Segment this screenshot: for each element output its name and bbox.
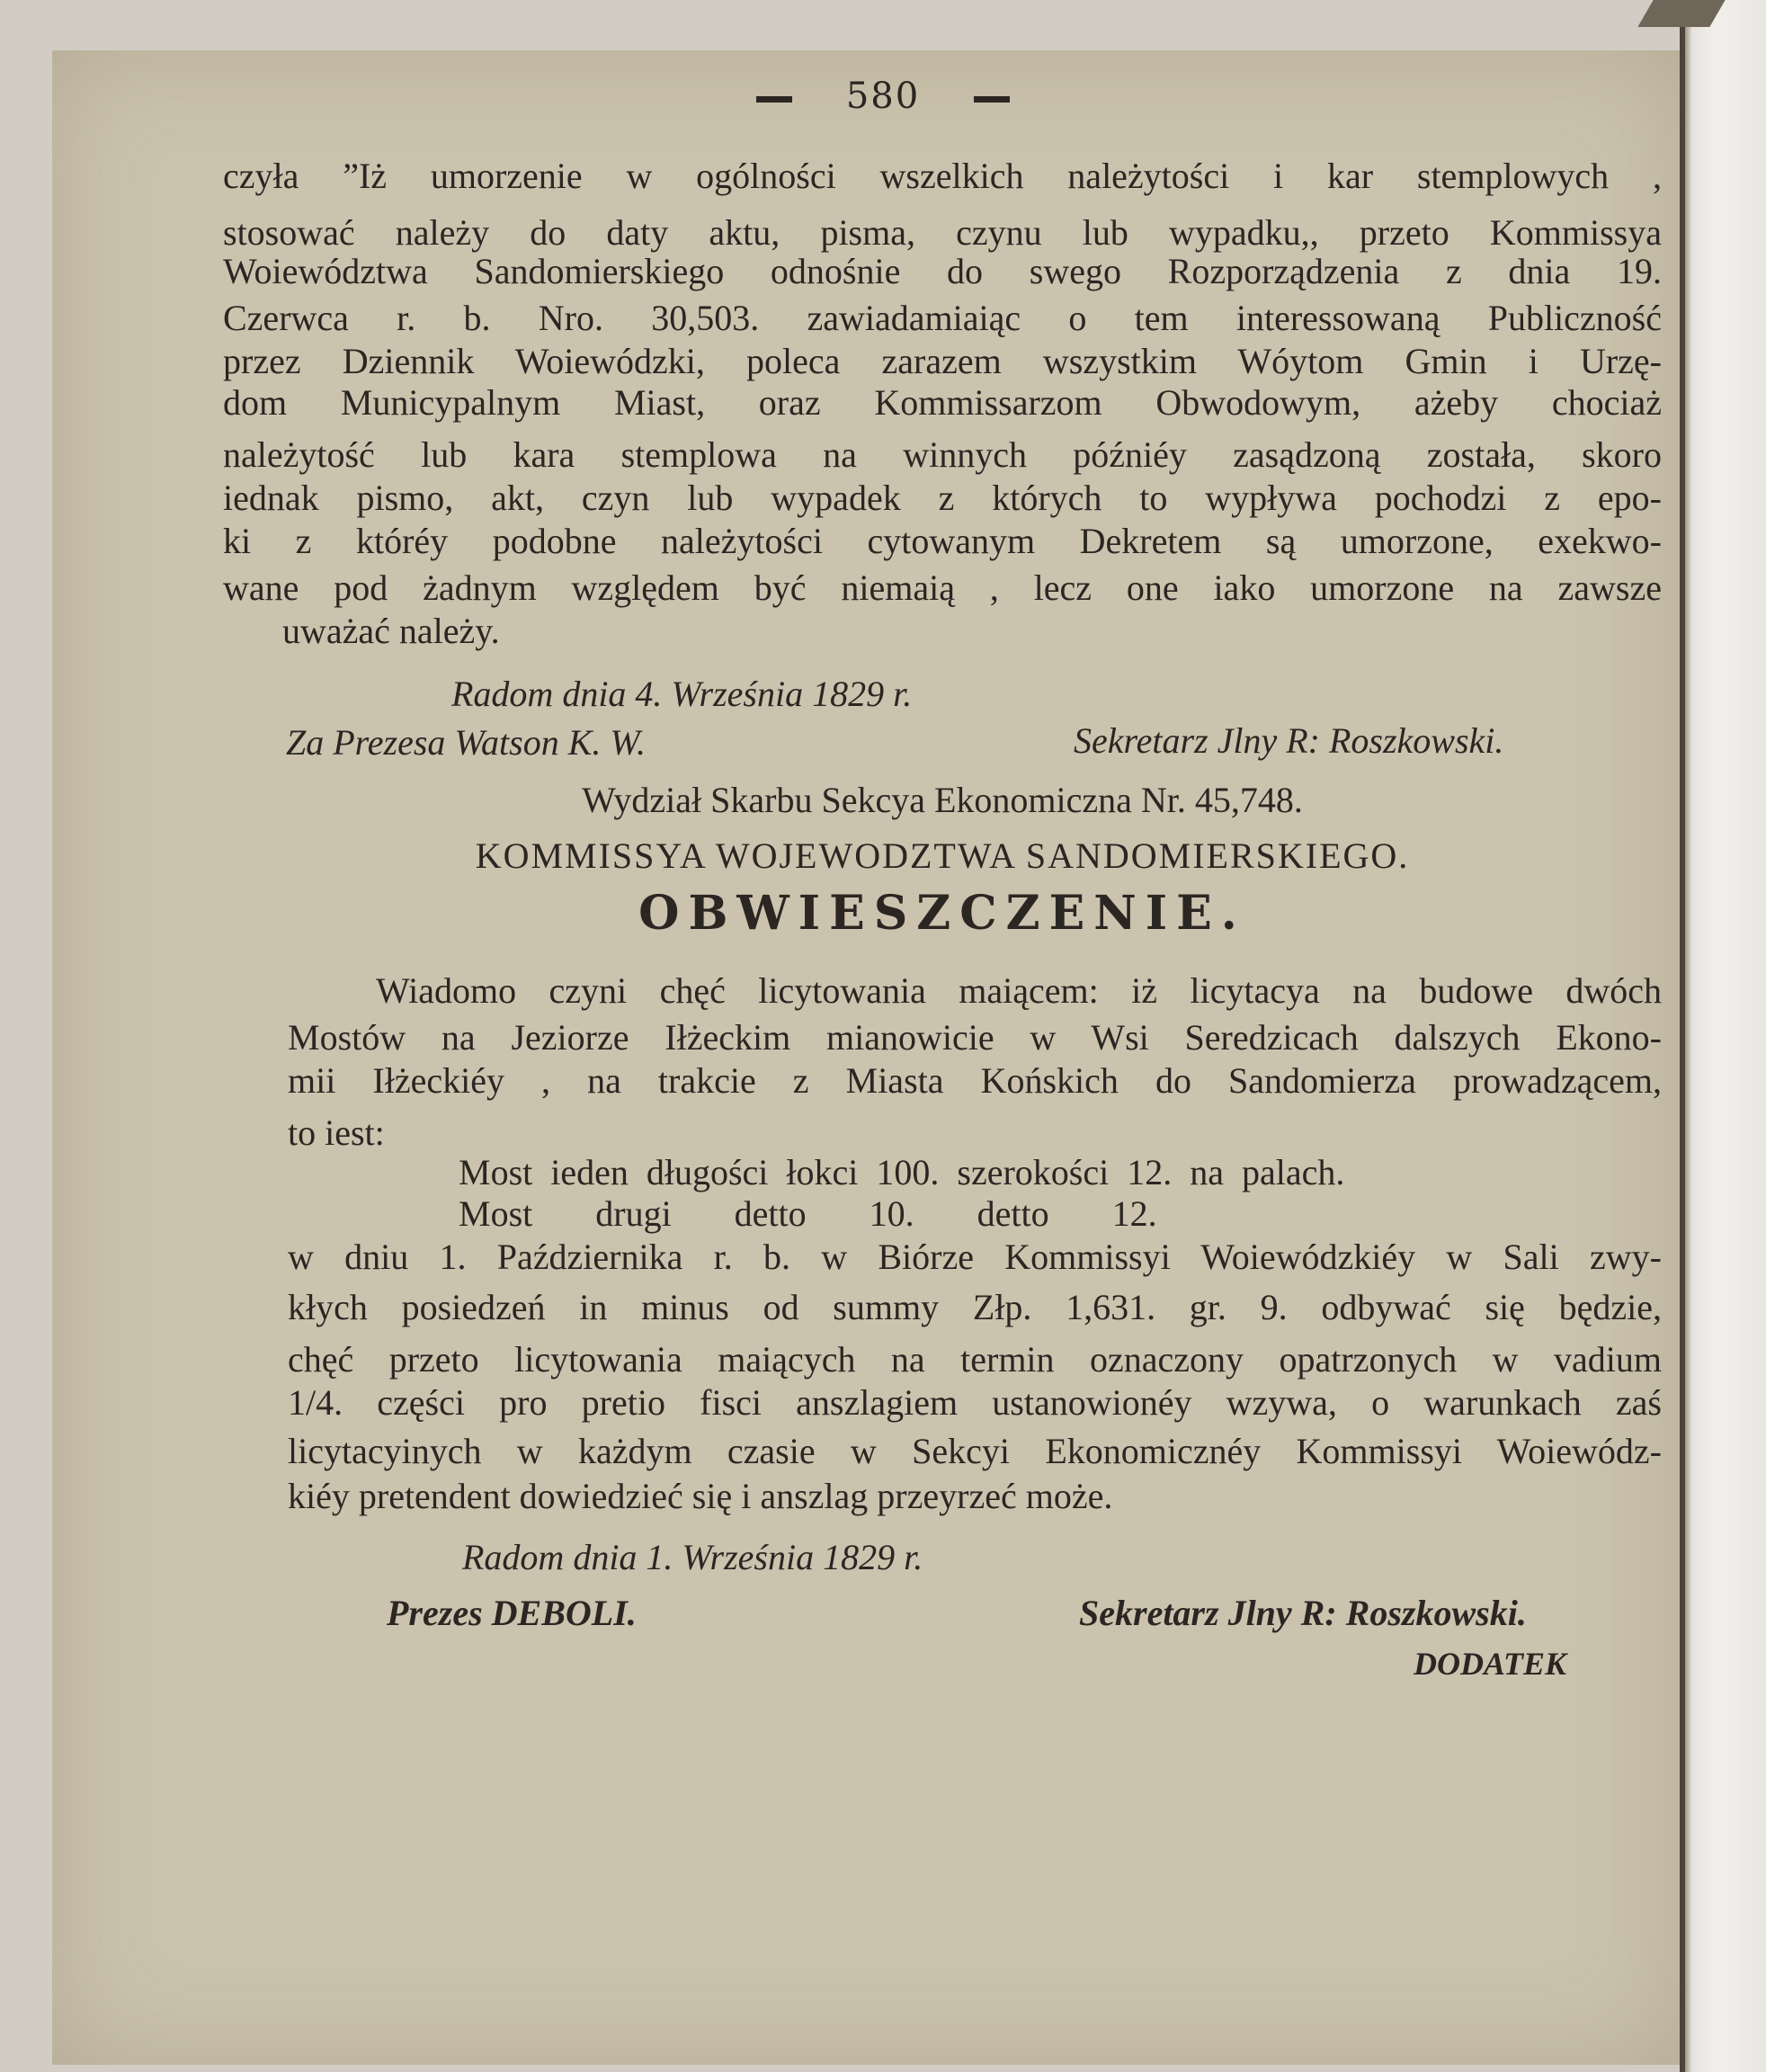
text-line-last: uważać należy. [282, 611, 500, 651]
department-line: Wydział Skarbu Sekcya Ekonomiczna Nr. 45,748. [582, 780, 1303, 820]
text-line: mii Iłżeckiéy , na trakcie z Miasta Końskich do Sandomierza prowadzącem, [288, 1060, 1662, 1101]
text-line: licytacyinych w każdym czasie w Sekcyi Ekonomicznéy Kommissyi Woiewódz- [288, 1431, 1662, 1471]
page-number: 580 [845, 76, 921, 117]
authority-heading: KOMMISSYA WOJEWODZTWA SANDOMIERSKIEGO. [475, 835, 1410, 876]
text-line: chęć przeto licytowania maiących na termin oznaczony opatrzonych w vadium [288, 1339, 1662, 1380]
section1-date: Radom dnia 4. Września 1829 r. [451, 674, 913, 714]
book-edge [1680, 0, 1766, 2072]
text-line: ki z któréy podobne należytości cytowanym Dekretem są umorzone, exekwo- [223, 521, 1662, 561]
text-line-last: to iest: [288, 1112, 385, 1153]
text-line: stosować należy do daty aktu, pisma, czynu lub wypadku,, przeto Kommissya [223, 212, 1662, 253]
text-line: należytość lub kara stemplowa na winnych późniéy zasądzoną została, skoro [223, 434, 1662, 475]
section2-date: Radom dnia 1. Września 1829 r. [462, 1537, 923, 1577]
text-line: Mostów na Jeziorze Iłżeckim mianowicie w Wsi Seredzicach dalszych Ekono- [288, 1017, 1662, 1058]
section1-signature-left: Za Prezesa Watson K. W. [286, 722, 647, 763]
text-line: kłych posiedzeń in minus od summy Złp. 1,631. gr. 9. odbywać się będzie, [288, 1287, 1662, 1327]
text-line: dom Municypalnym Miast, oraz Kommissarzom Obwodowym, ażeby chociaż [223, 382, 1662, 423]
text-line: w dniu 1. Października r. b. w Biórze Kommissyi Woiewódzkiéy w Sali zwy- [288, 1237, 1662, 1277]
header-dash-left [756, 96, 792, 103]
text-line: wane pod żadnym względem być niemaią , lecz one iako umorzone na zawsze [223, 567, 1662, 608]
text-line: przez Dziennik Woiewódzki, poleca zarazem wszystkim Wóytom Gmin i Urzę- [223, 341, 1662, 381]
section2-signature-left: Prezes DEBOLI. [387, 1593, 637, 1633]
bridge-two: Most drugi detto 10. detto 12. [459, 1193, 1157, 1234]
header-dash-right [974, 96, 1010, 103]
bridge-one: Most ieden długości łokci 100. szerokości 12. na palach. [459, 1152, 1345, 1192]
text-line: Wiadomo czyni chęć licytowania maiącem: iż licytacya na budowe dwóch [376, 970, 1662, 1011]
text-line: Czerwca r. b. Nro. 30,503. zawiadamiaiąc o tem interessowaną Publiczność [223, 298, 1662, 338]
notice-title: OBWIESZCZENIE. [638, 886, 1246, 941]
catchword: DODATEK [1414, 1646, 1567, 1682]
text-line: 1/4. części pro pretio fisci anszlagiem ustanowionéy wzywa, o warunkach zaś [288, 1382, 1662, 1423]
text-line-last: kiéy pretendent dowiedzieć się i anszlag przeyrzeć może. [288, 1476, 1113, 1516]
text-line: iednak pismo, akt, czyn lub wypadek z których to wypływa pochodzi z epo- [223, 478, 1662, 518]
page-header [0, 76, 1766, 117]
section2-signature-right: Sekretarz Jlny R: Roszkowski. [1079, 1593, 1527, 1633]
text-line: czyła ”Iż umorzenie w ogólności wszelkich należytości i kar stemplowych , [223, 156, 1662, 196]
text-line: Woiewództwa Sandomierskiego odnośnie do swego Rozporządzenia z dnia 19. [223, 251, 1662, 291]
section1-signature-right: Sekretarz Jlny R: Roszkowski. [1074, 720, 1504, 761]
